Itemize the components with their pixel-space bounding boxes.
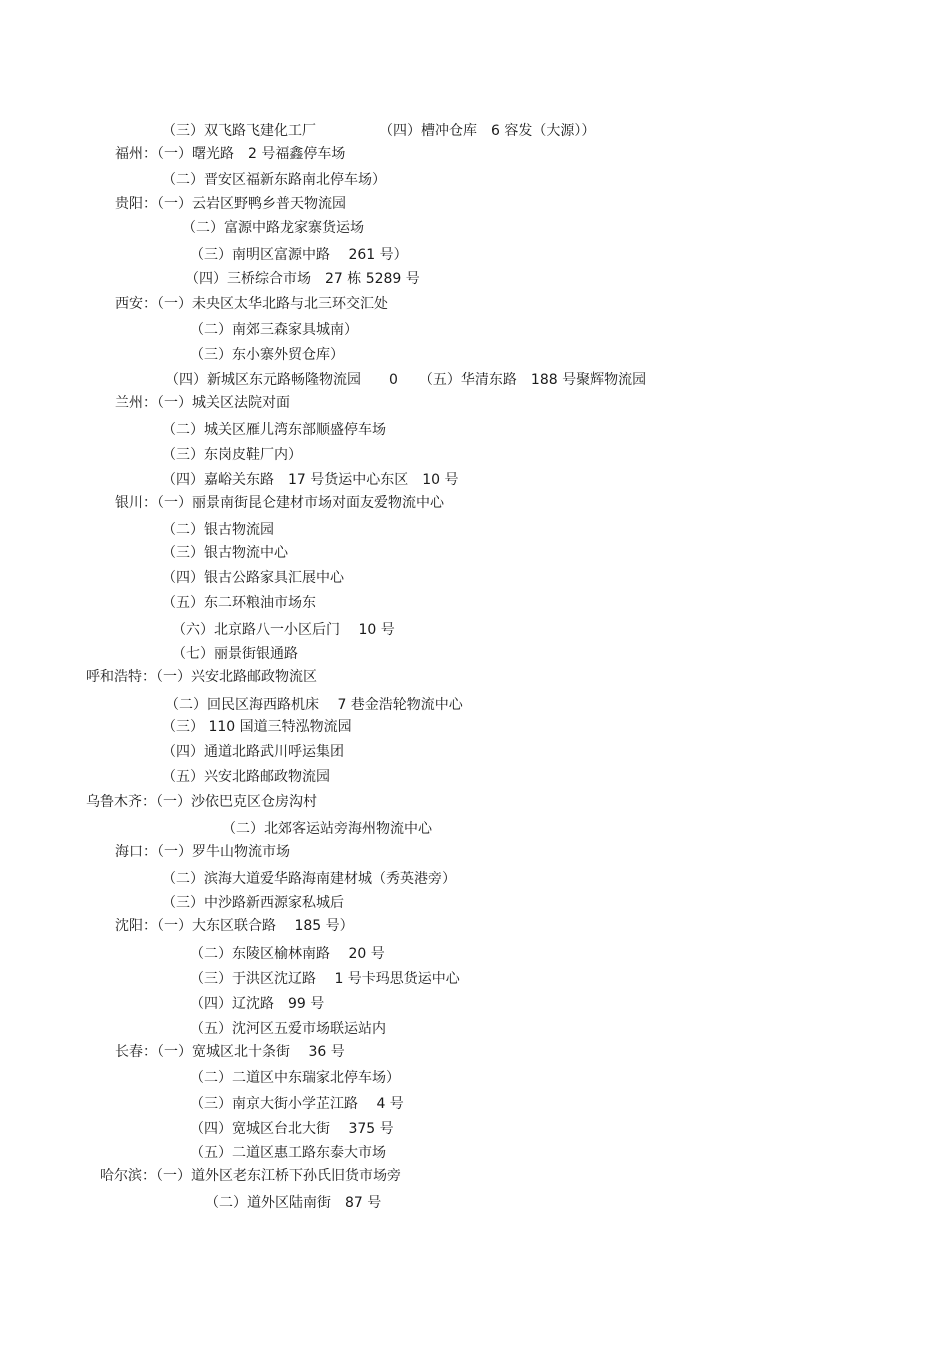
text-line: （四）银古公路家具汇展中心 bbox=[162, 570, 344, 586]
text-line: （二）城关区雁儿湾东部顺盛停车场 bbox=[162, 422, 386, 438]
text-line: 贵阳：（一）云岩区野鸭乡普天物流园 bbox=[115, 196, 346, 212]
text-line: （五）沈河区五爱市场联运站内 bbox=[190, 1021, 386, 1037]
text-line: （三）于洪区沈辽路 1 号卡玛思货运中心 bbox=[190, 971, 460, 987]
text-line: （二）滨海大道爱华路海南建材城（秀英港旁） bbox=[162, 871, 456, 887]
text-line: （二）晋安区福新东路南北停车场） bbox=[162, 172, 386, 188]
text-line: （三）双飞路飞建化工厂 （四）槽冲仓库 6 容发（大源）） bbox=[162, 123, 596, 139]
text-line: （二）北郊客运站旁海州物流中心 bbox=[222, 821, 432, 837]
text-line: 呼和浩特：（一）兴安北路邮政物流区 bbox=[86, 669, 317, 685]
text-line: 哈尔滨：（一）道外区老东江桥下孙氏旧货市场旁 bbox=[100, 1168, 401, 1184]
text-line: 长春：（一）宽城区北十条街 36 号 bbox=[115, 1044, 345, 1060]
text-line: （五）二道区惠工路东泰大市场 bbox=[190, 1145, 386, 1161]
text-line: 西安：（一）未央区太华北路与北三环交汇处 bbox=[115, 296, 388, 312]
text-line: （二）银古物流园 bbox=[162, 522, 274, 538]
text-line: （四）嘉峪关东路 17 号货运中心东区 10 号 bbox=[162, 472, 459, 488]
text-line: （四）新城区东元路畅隆物流园 0 （五）华清东路 188 号聚辉物流园 bbox=[165, 372, 647, 388]
text-line: （四）三桥综合市场 27 栋 5289 号 bbox=[185, 271, 420, 287]
text-line: 银川：（一）丽景南街昆仑建材市场对面友爱物流中心 bbox=[115, 495, 444, 511]
text-line: （五）东二环粮油市场东 bbox=[162, 595, 316, 611]
text-line: （三）银古物流中心 bbox=[162, 545, 288, 561]
text-line: 福州：（一）曙光路 2 号福鑫停车场 bbox=[115, 146, 346, 162]
text-line: （二）二道区中东瑞家北停车场） bbox=[190, 1070, 400, 1086]
text-line: （二）道外区陆南街 87 号 bbox=[205, 1195, 382, 1211]
text-line: 海口：（一）罗牛山物流市场 bbox=[115, 844, 290, 860]
text-line: （四）宽城区台北大街 375 号 bbox=[190, 1121, 394, 1137]
text-line: （五）兴安北路邮政物流园 bbox=[162, 769, 330, 785]
text-line: （三） 110 国道三特泓物流园 bbox=[162, 719, 352, 735]
text-line: （二）东陵区榆林南路 20 号 bbox=[190, 946, 385, 962]
text-line: （四）辽沈路 99 号 bbox=[190, 996, 325, 1012]
text-line: （三）中沙路新西源家私城后 bbox=[162, 895, 344, 911]
text-line: （二）回民区海西路机床 7 巷金浩轮物流中心 bbox=[165, 697, 463, 713]
text-line: 乌鲁木齐：（一）沙依巴克区仓房沟村 bbox=[86, 794, 317, 810]
text-line: （二）南郊三森家具城南） bbox=[190, 322, 358, 338]
text-line: （三）南明区富源中路 261 号） bbox=[190, 247, 408, 263]
text-line: （三）南京大街小学芷江路 4 号 bbox=[190, 1096, 404, 1112]
text-line: （二）富源中路龙家寨货运场 bbox=[182, 220, 364, 236]
text-line: （四）通道北路武川呼运集团 bbox=[162, 744, 344, 760]
text-line: 沈阳：（一）大东区联合路 185 号） bbox=[115, 918, 354, 934]
text-line: 兰州：（一）城关区法院对面 bbox=[115, 395, 290, 411]
text-line: （七）丽景街银通路 bbox=[172, 646, 298, 662]
text-line: （三）东岗皮鞋厂内） bbox=[162, 447, 302, 463]
text-line: （三）东小寨外贸仓库） bbox=[190, 347, 344, 363]
text-line: （六）北京路八一小区后门 10 号 bbox=[172, 622, 395, 638]
